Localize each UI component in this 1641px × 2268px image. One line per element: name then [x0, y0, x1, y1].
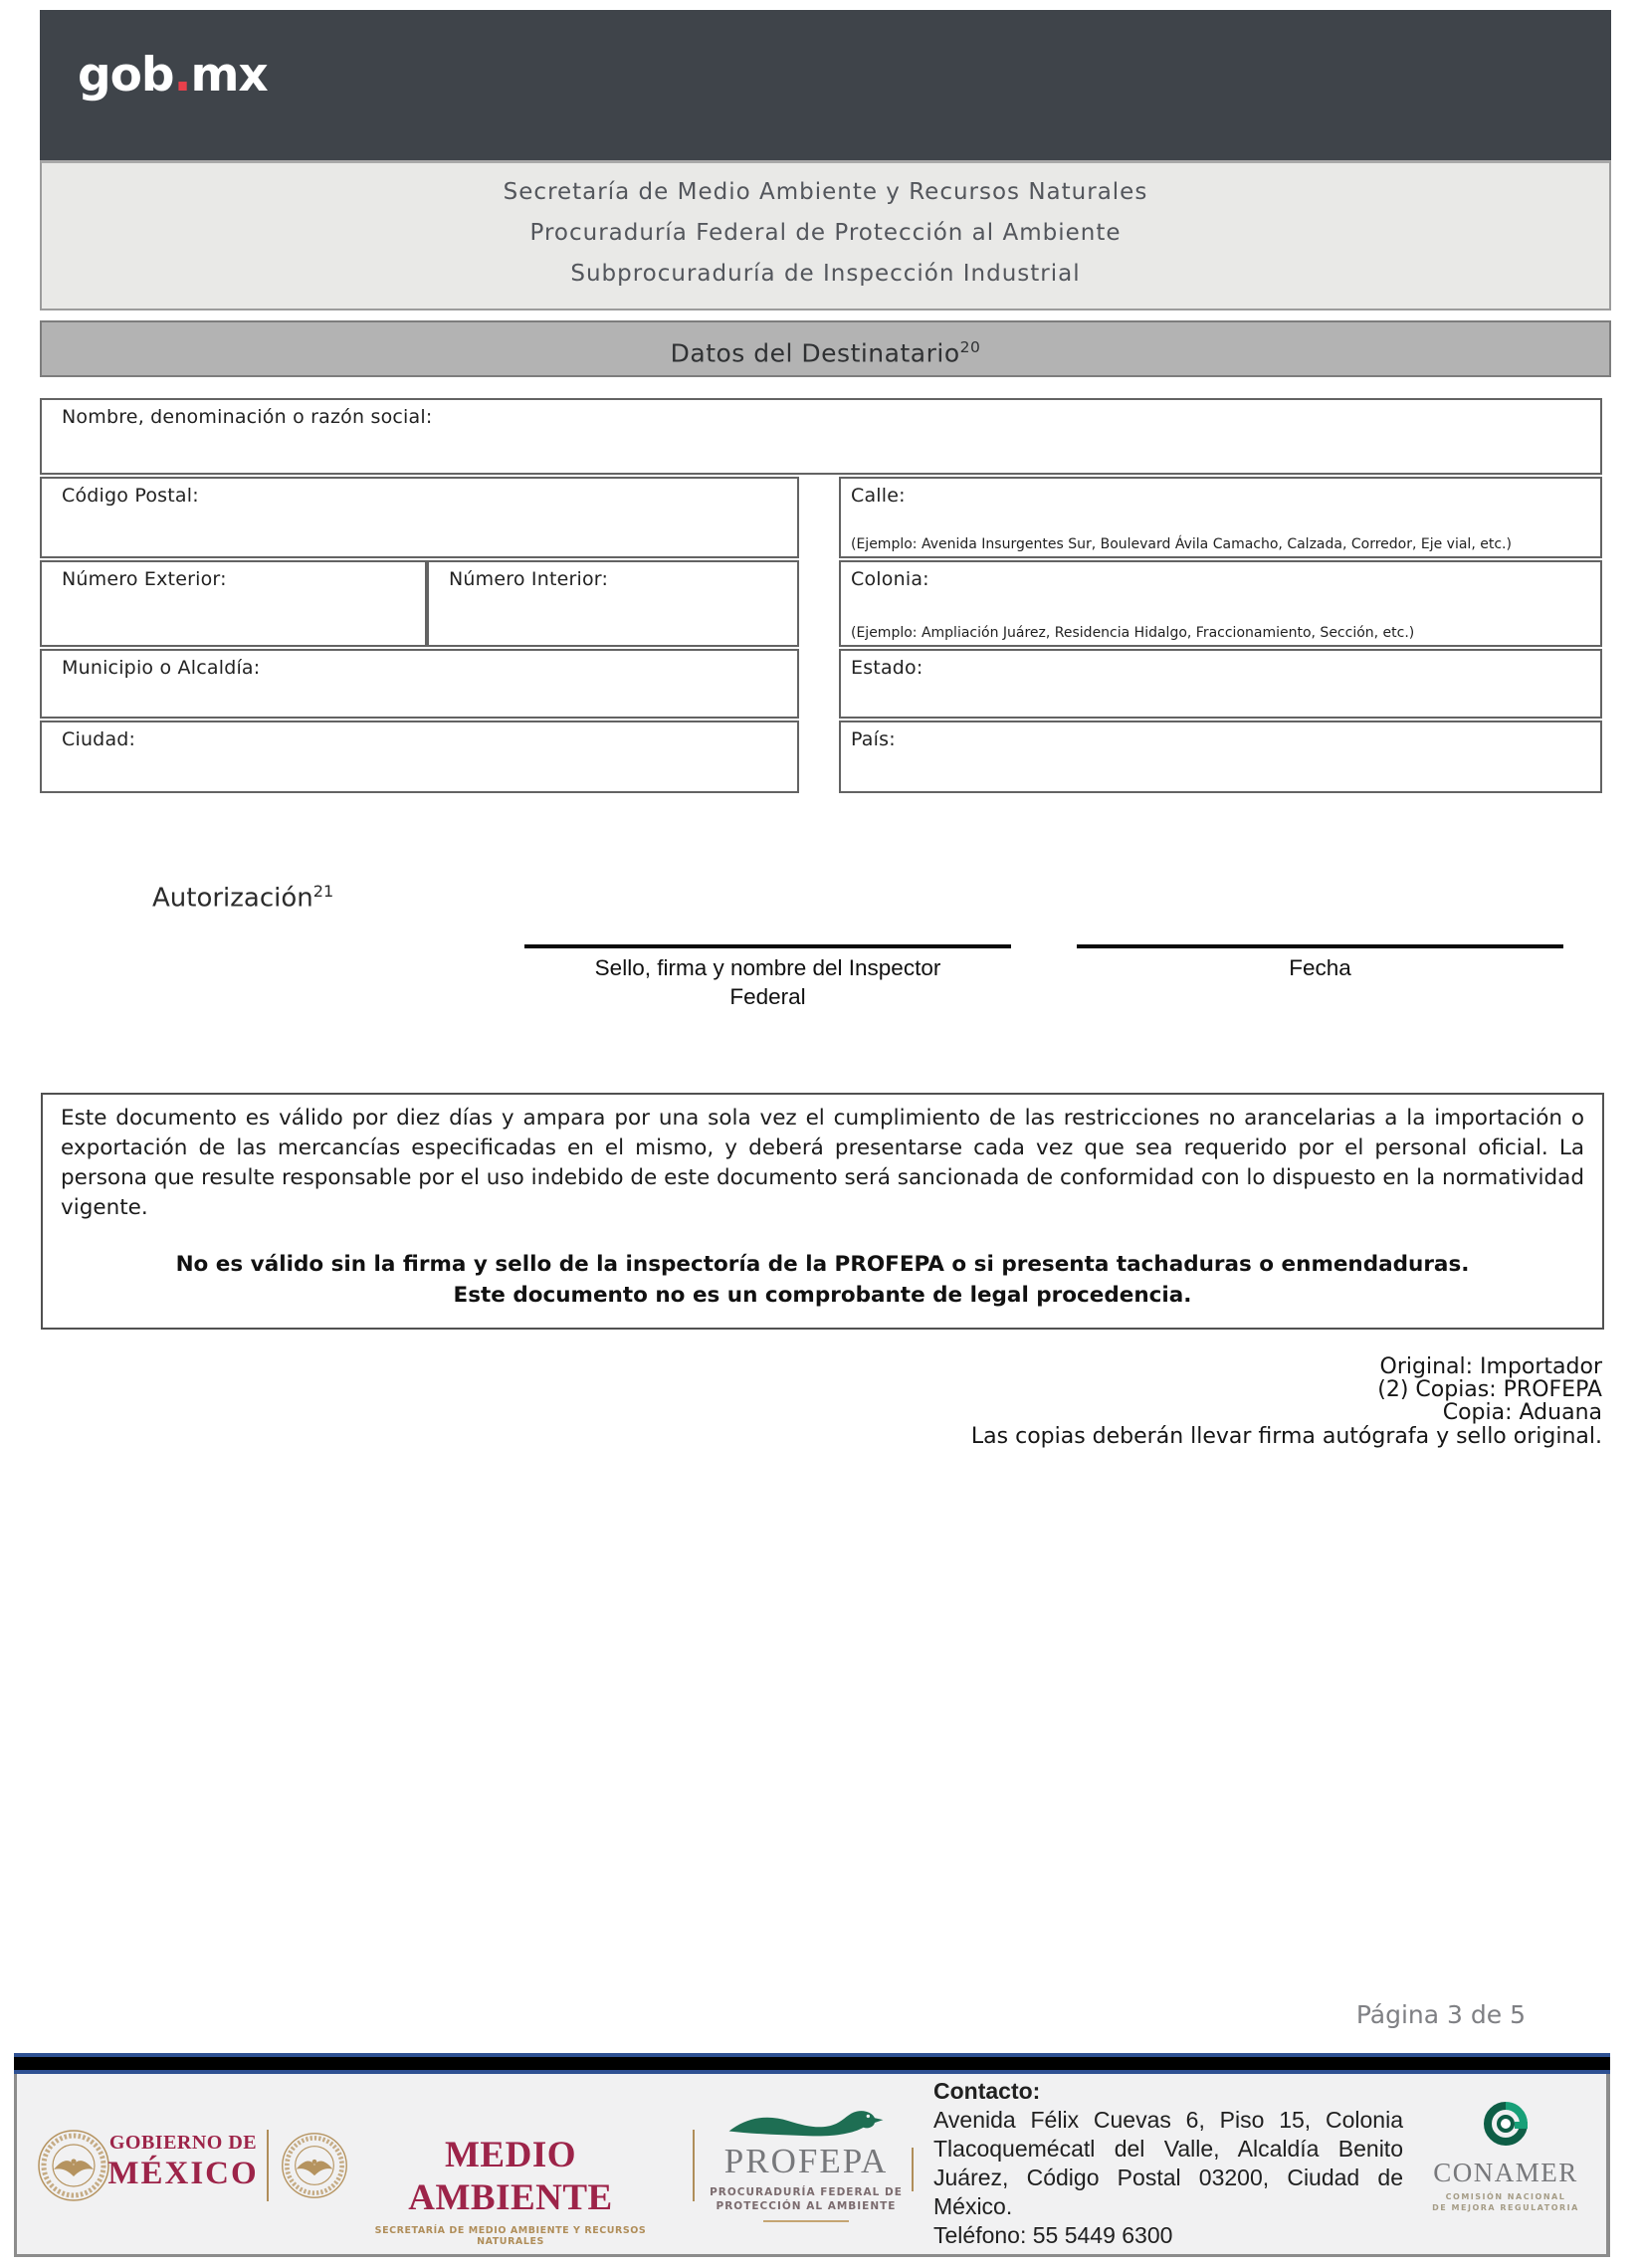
field-numero-interior-label: Número Interior:	[449, 568, 609, 590]
field-calle	[839, 477, 1602, 558]
contact-phone: Teléfono: 55 5449 6300	[933, 2222, 1173, 2248]
section-title-footnote: 20	[959, 338, 981, 356]
field-estado	[839, 649, 1602, 719]
copy-distribution-list	[40, 1355, 1602, 1448]
field-pais-label: País:	[851, 728, 896, 750]
conamer-subtitle-line2: DE MEJORA REGULATORIA	[1432, 2203, 1579, 2212]
gobmx-logo-text-pre: gob	[78, 48, 174, 103]
distribution-copias: (2) Copias: PROFEPA	[1377, 1377, 1602, 1403]
legal-notice-box	[41, 1093, 1604, 1330]
org-line-procuraduria: Procuraduría Federal de Protección al Ambiente	[529, 220, 1122, 246]
legal-bold-line2: Este documento no es un comprobante de legal procedencia.	[453, 1283, 1192, 1308]
contact-title: Contacto:	[933, 2078, 1041, 2104]
footer-divider-icon	[693, 2130, 695, 2201]
gobmx-header-banner	[40, 10, 1611, 160]
field-municipio-label: Municipio o Alcaldía:	[62, 657, 261, 679]
profepa-subtitle	[709, 2185, 904, 2213]
gobmx-logo	[78, 48, 268, 103]
profepa-subtitle-line2: PROTECCIÓN AL AMBIENTE	[716, 2200, 897, 2212]
field-numero-exterior	[40, 560, 427, 647]
medio-ambiente-title: MEDIO AMBIENTE	[408, 2135, 613, 2218]
footer-contact-block	[933, 2077, 1403, 2250]
authorization-title-text: Autorización	[152, 883, 313, 914]
profepa-logo	[709, 2106, 904, 2222]
field-numero-interior	[427, 560, 799, 647]
profepa-title: PROFEPA	[723, 2142, 889, 2180]
field-ciudad-label: Ciudad:	[62, 728, 136, 750]
contact-address-line: Avenida Félix Cuevas 6, Piso 15, Colonia	[933, 2107, 1403, 2133]
gobierno-logo-line2: MÉXICO	[107, 2156, 259, 2191]
organization-header	[40, 160, 1611, 310]
footer-top-bar	[14, 2053, 1610, 2074]
profepa-eagle-icon	[720, 2106, 892, 2140]
field-nombre	[40, 398, 1602, 475]
field-ciudad	[40, 721, 799, 793]
contact-address-line: México.	[933, 2193, 1013, 2219]
mexico-seal-icon	[280, 2131, 349, 2200]
profepa-subtitle-line1: PROCURADURÍA FEDERAL DE	[710, 2186, 903, 2198]
distribution-copia-aduana: Copia: Aduana	[1442, 1400, 1602, 1426]
field-calle-example: (Ejemplo: Avenida Insurgentes Sur, Boulevard Ávila Camacho, Calzada, Corredor, Eje vial, etc.)	[851, 536, 1512, 552]
page-number: Página 3 de 5	[1355, 2000, 1526, 2029]
inspector-signature-label	[524, 953, 1011, 1011]
inspector-signature-label-line2: Federal	[729, 984, 806, 1009]
conamer-logo	[1413, 2102, 1598, 2213]
authorization-footnote: 21	[312, 882, 334, 901]
conamer-title: CONAMER	[1433, 2158, 1578, 2187]
section-title-bar	[40, 320, 1611, 377]
medio-ambiente-subtitle: SECRETARÍA DE MEDIO AMBIENTE Y RECURSOS NATURALES	[374, 2225, 647, 2247]
gobierno-de-mexico-logo	[103, 2132, 263, 2192]
distribution-note: Las copias deberán llevar firma autógrafa y sello original.	[970, 1423, 1602, 1449]
org-line-secretaria: Secretaría de Medio Ambiente y Recursos Naturales	[503, 179, 1148, 205]
gobierno-logo-line1: GOBIERNO DE	[108, 2132, 258, 2154]
conamer-logo-icon	[1482, 2102, 1530, 2150]
field-estado-label: Estado:	[851, 657, 923, 679]
conamer-subtitle	[1413, 2191, 1598, 2213]
profepa-gold-rule	[763, 2220, 849, 2222]
distribution-original: Original: Importador	[1379, 1354, 1602, 1379]
field-colonia-example: (Ejemplo: Ampliación Juárez, Residencia Hidalgo, Fraccionamiento, Sección, etc.)	[851, 625, 1415, 641]
date-signature-line	[1077, 944, 1563, 948]
authorization-title	[152, 882, 333, 914]
field-codigo-postal-label: Código Postal:	[62, 485, 199, 507]
legal-paragraph: Este documento es válido por diez días y ampara por una sola vez el cumplimiento de las restricciones no arancelarias a la importación o exportación de las mercancías especificadas en el mismo, y deberá presentarse cada vez que sea requerido por el personal oficial. La persona que resulte responsable por el uso indebido de este documento será sancionada de conformidad con lo dispuesto en la normatividad vigente.	[61, 1106, 1584, 1220]
field-colonia	[839, 560, 1602, 647]
field-calle-label: Calle:	[851, 485, 906, 507]
conamer-subtitle-line1: COMISIÓN NACIONAL	[1445, 2192, 1566, 2201]
field-pais	[839, 721, 1602, 793]
section-title: Datos del Destinatario	[670, 338, 960, 368]
gobmx-logo-text-post: mx	[190, 48, 268, 103]
contact-address-line: Juárez, Código Postal 03200, Ciudad de	[933, 2165, 1403, 2190]
legal-bold-line1: No es válido sin la firma y sello de la inspectoría de la PROFEPA o si presenta tachaduras o enmendaduras.	[175, 1252, 1470, 1277]
contact-address-line: Tlacoquemécatl del Valle, Alcaldía Benito	[933, 2136, 1403, 2162]
field-numero-exterior-label: Número Exterior:	[62, 568, 227, 590]
footer-divider-icon	[267, 2130, 269, 2201]
mexico-seal-icon	[36, 2128, 111, 2203]
inspector-signature-line	[524, 944, 1011, 948]
gobmx-logo-dot: .	[173, 48, 191, 103]
org-line-subprocuraduria: Subprocuraduría de Inspección Industrial	[570, 261, 1081, 287]
date-label: Fecha	[1289, 955, 1351, 980]
footer-divider-icon	[912, 2148, 914, 2191]
field-codigo-postal	[40, 477, 799, 558]
field-colonia-label: Colonia:	[851, 568, 929, 590]
medio-ambiente-logo	[349, 2134, 672, 2247]
inspector-signature-label-line1: Sello, firma y nombre del Inspector	[594, 955, 941, 980]
field-nombre-label: Nombre, denominación o razón social:	[62, 406, 433, 428]
field-municipio	[40, 649, 799, 719]
